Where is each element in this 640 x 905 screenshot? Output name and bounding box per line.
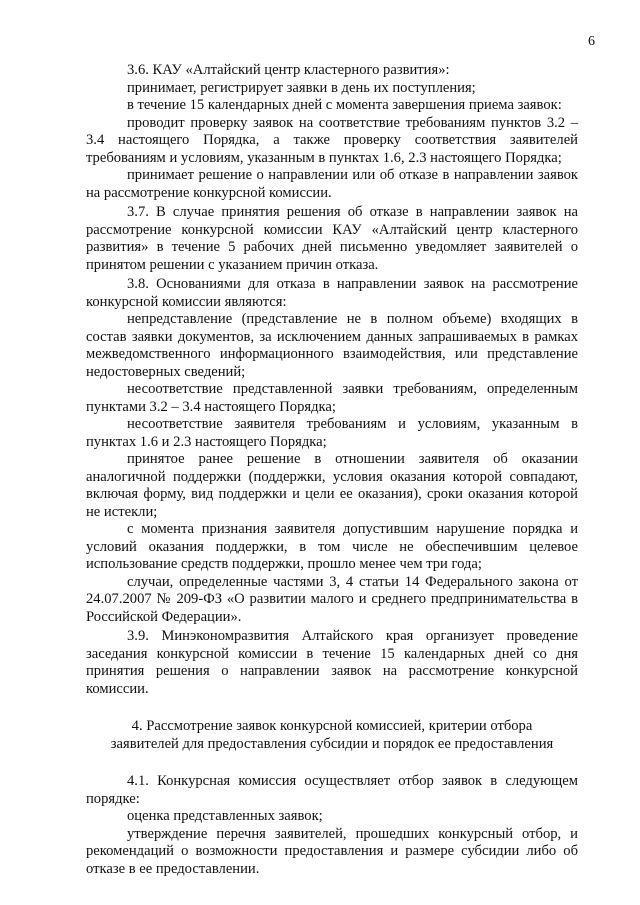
paragraph: принимает решение о направлении или об отказе в направлении заявок на рассмотрение конкурсной комиссии. bbox=[86, 167, 578, 201]
paragraph: несоответствие представленной заявки требованиям, определенным пунктами 3.2 – 3.4 настоящего Порядка; bbox=[86, 381, 578, 415]
document-body bbox=[86, 62, 578, 878]
paragraph: случаи, определенные частями 3, 4 статьи 14 Федерального закона от 24.07.2007 № 209-ФЗ «О развитии малого и среднего предпринимательства в Российской Федерации». bbox=[86, 573, 578, 625]
paragraph: утверждение перечня заявителей, прошедших конкурсный отбор, и рекомендаций о возможности предоставления и размере субсидии либо об отказе в ее предоставлении. bbox=[86, 825, 578, 877]
paragraph: 3.7. В случае принятия решения об отказе в направлении заявок на рассмотрение конкурсной комиссии КАУ «Алтайский центр кластерного развития» в течение 5 рабочих дней письменно уведомляет заявителей о принятом решении с указанием причин отказа. bbox=[86, 204, 578, 273]
paragraph: 3.6. КАУ «Алтайский центр кластерного развития»: bbox=[127, 62, 450, 78]
paragraph: 3.9. Минэкономразвития Алтайского края организует проведение заседания конкурсной комиссии в течение 15 календарных дней со дня принятия решения о направлении заявок на рассмотрение конкурсной комиссии. bbox=[86, 628, 578, 697]
paragraph: непредставление (представление не в полном объеме) входящих в состав заявки документов, за исключением данных запрашиваемых в рамках межведомственного информационного взаимодействия, или представление недостоверных сведений; bbox=[86, 311, 578, 380]
paragraph: оценка представленных заявок; bbox=[127, 808, 323, 824]
section-heading-line: 4. Рассмотрение заявок конкурсной комиссией, критерии отбора bbox=[131, 718, 533, 734]
paragraph: в течение 15 календарных дней с момента завершения приема заявок: bbox=[127, 97, 562, 113]
paragraph: 3.8. Основаниями для отказа в направлении заявок на рассмотрение конкурсной комиссии являются: bbox=[86, 276, 578, 310]
section-heading-line: заявителей для предоставления субсидии и порядок ее предоставления bbox=[110, 735, 554, 752]
paragraph: с момента признания заявителя допустившим нарушение порядка и условий оказания поддержки, в том числе не обеспечившим целевое использование средств поддержки, прошло менее чем три года; bbox=[86, 521, 578, 572]
paragraph: принятое ранее решение в отношении заявителя об оказании аналогичной поддержки (поддержки, условия оказания которой совпадают, включая форму, вид поддержки и цели ее оказания), сроки оказания которой не истекли; bbox=[86, 451, 578, 520]
paragraph: несоответствие заявителя требованиям и условиям, указанным в пунктах 1.6 и 2.3 настоящего Порядка; bbox=[86, 416, 578, 450]
paragraph: 4.1. Конкурсная комиссия осуществляет отбор заявок в следующем порядке: bbox=[86, 773, 578, 807]
paragraph: принимает, регистрирует заявки в день их поступления; bbox=[127, 79, 476, 96]
section-heading bbox=[86, 718, 578, 753]
paragraph: проводит проверку заявок на соответствие требованиям пунктов 3.2 – 3.4 настоящего Порядка, а также проверку соответствия заявителей требованиям и условиям, указанным в пунктах 1.6, 2.3 настоящего Порядка; bbox=[86, 114, 578, 166]
page-number: 6 bbox=[588, 34, 595, 49]
